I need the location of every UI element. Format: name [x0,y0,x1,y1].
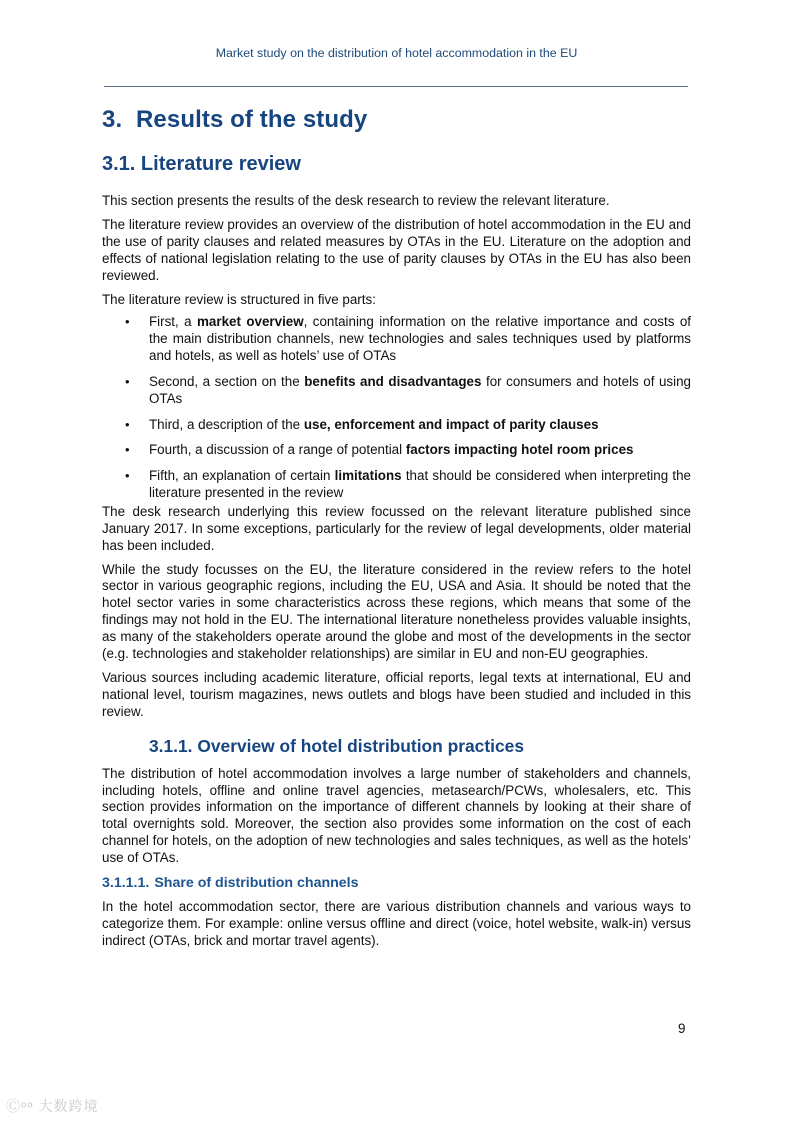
subsubsection-heading [102,874,691,893]
structure-intro-paragraph: The literature review is structured in five parts: [102,291,376,307]
section-number: 3.1. [102,153,136,175]
bullet-icon: • [125,467,130,483]
bullet-icon: • [125,373,130,389]
watermark-logo: Ⓒᵒᵒ 大数跨境 [6,1098,99,1114]
parts-list [102,314,691,501]
page-body [102,104,691,950]
emphasis: benefits and disadvantages [304,373,482,389]
subsubsection-number: 3.1.1.1. [102,875,150,892]
channels-paragraph: In the hotel accommodation sector, there are various distribution channels and various ways to categorize them. For example: online versus offline and direct (voice, hotel website, walk-in) versus indirect (OTAs, brick and mortar travel agents). [102,899,691,948]
emphasis: use, enforcement and impact of parity clauses [303,416,599,432]
distribution-paragraph: The distribution of hotel accommodation involves a large number of stakeholders and channels, including hotels, offline and online travel agencies, metasearch/PCWs, wholesalers, etc. This section provides information on the importance of different channels by looking at their share of total overnights sold. Moreover, the section also provides some information on the cost of each channel for hotels, on the adoption of new technologies and sales techniques, as well as the hotels’ use of OTAs. [102,765,691,866]
subsection-title: Overview of hotel distribution practices [197,735,524,756]
overview-paragraph: The literature review provides an overview of the distribution of hotel accommodation in the EU and the use of parity clauses and related measures by OTAs in the EU. Literature on the adoption and effects of national legislation relating to the use of parity clauses by OTAs in the EU has also been reviewed. [102,216,691,283]
list-item: • First, a market overview, containing information on the relative importance and costs of the main distribution channels, new technologies and sales techniques used by platforms and hotels, as well as hotels’ use of OTAs [125,314,691,364]
header-divider [104,86,688,87]
section-title: Literature review [140,153,301,175]
list-item: • Fifth, an explanation of certain limitations that should be considered when interpreting the literature presented in the review [125,467,691,500]
page-number: 9 [678,1021,686,1036]
chapter-heading [102,104,691,136]
subsubsection-title: Share of distribution channels [154,875,359,892]
emphasis: limitations [334,467,402,483]
bullet-icon: • [125,442,130,458]
bullet-icon: • [125,314,130,330]
bullet-icon: • [125,416,130,432]
section-heading [102,151,691,177]
running-header: Market study on the distribution of hotel accommodation in the EU [215,46,578,60]
chapter-title: Results of the study [136,106,368,133]
chapter-number: 3. [102,106,123,133]
sources-paragraph: Various sources including academic literature, official reports, legal texts at international, EU and national level, tourism magazines, news outlets and blogs have been studied and included in this review. [102,669,691,719]
list-item: • Fourth, a discussion of a range of potential factors impacting hotel room prices [125,442,634,458]
subsection-heading [149,734,691,758]
intro-paragraph: This section presents the results of the desk research to review the relevant literature. [102,193,610,208]
geography-paragraph: While the study focusses on the EU, the literature considered in the review refers to the hotel sector in various geographic regions, including the EU, USA and Asia. It should be noted that the hotel sector varies in some characteristics across these regions, which means that some of the findings may not hold in the EU. The international literature nonetheless provides valuable insights, as many of the stakeholders operate around the globe and most of the developments in the sector (e.g. technologies and stakeholder relationships) are similar in EU and non-EU geographies. [102,561,691,662]
subsection-number: 3.1.1. [149,735,193,756]
desk-research-paragraph: The desk research underlying this review focussed on the relevant literature published since January 2017. In some exceptions, particularly for the review of legal developments, older material has been included. [102,503,691,553]
list-item: • Second, a section on the benefits and disadvantages for consumers and hotels of using OTAs [125,373,691,406]
emphasis: market overview [197,314,304,330]
list-item: • Third, a description of the use, enforcement and impact of parity clauses [125,416,599,432]
emphasis: factors impacting hotel room prices [405,442,634,458]
